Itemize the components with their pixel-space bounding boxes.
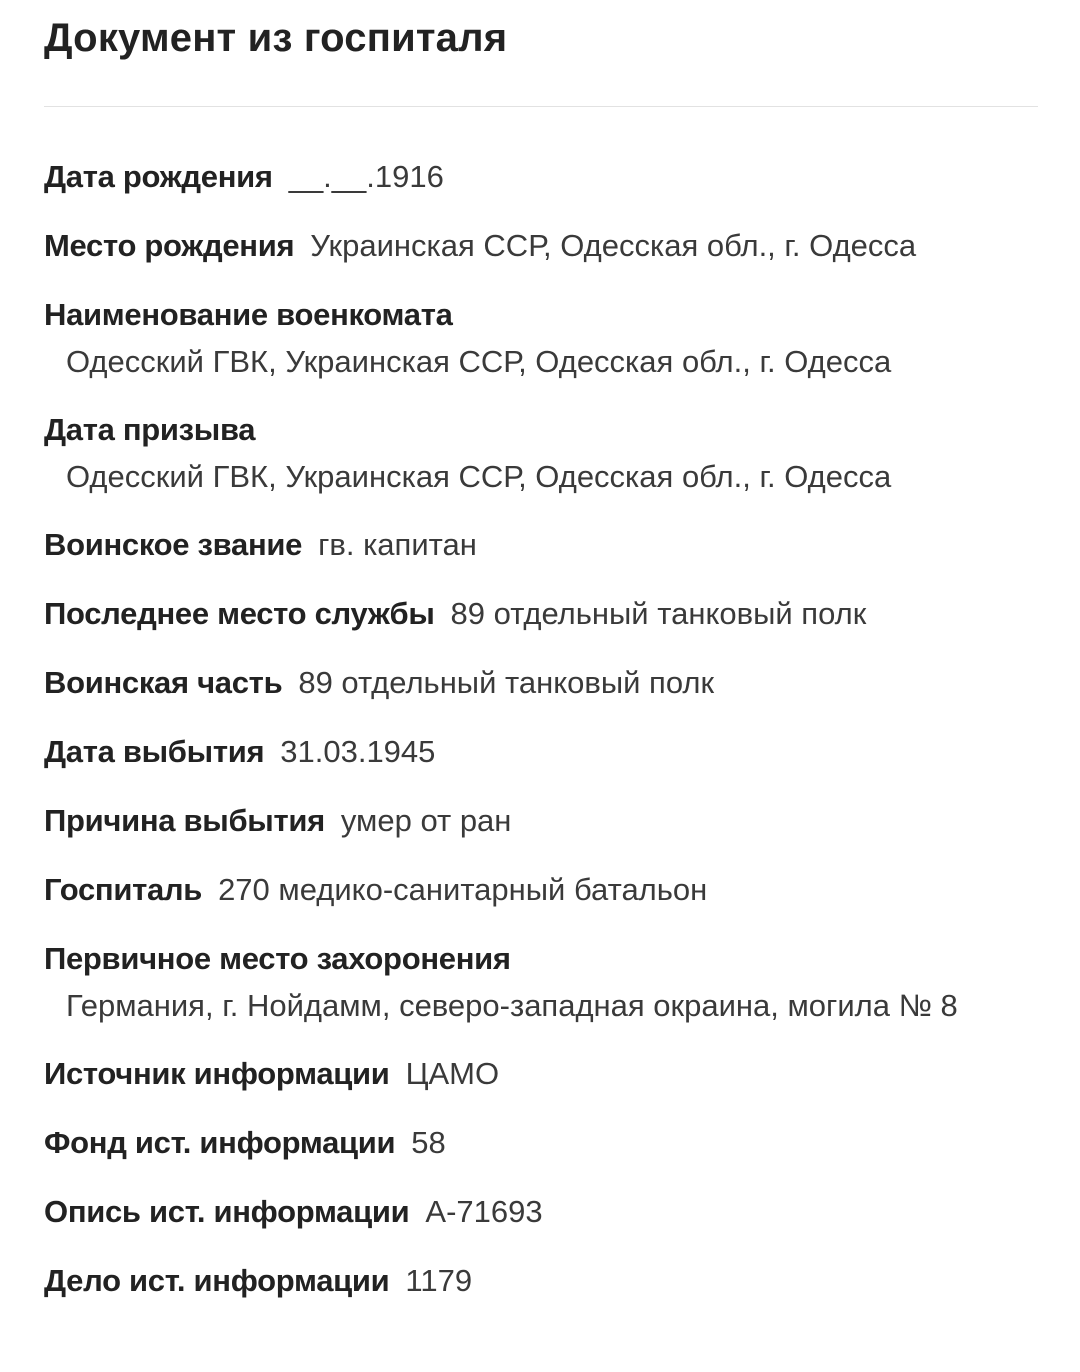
field-value: 58 (411, 1125, 446, 1160)
divider (44, 106, 1038, 107)
field-label: Воинская часть (44, 665, 283, 700)
field-label: Дата выбытия (44, 734, 265, 769)
field-value: Германия, г. Нойдамм, северо-западная окраина, могила № 8 (66, 988, 958, 1023)
field-value: ЦАМО (405, 1056, 500, 1091)
field-primary-burial-place (44, 930, 1038, 1034)
field-last-service-place (44, 585, 1038, 643)
field-value: 31.03.1945 (280, 734, 436, 769)
field-military-office (44, 286, 1038, 390)
field-label: Дело ист. информации (44, 1263, 390, 1298)
field-label: Воинское звание (44, 527, 303, 562)
field-label: Наименование военкомата (44, 297, 453, 332)
document-card (44, 0, 1038, 1298)
field-birth-date (44, 148, 1038, 206)
field-conscription-date (44, 401, 1038, 505)
field-value: 270 медико-санитарный батальон (218, 872, 708, 907)
field-value: А-71693 (425, 1194, 543, 1229)
field-value: 89 отдельный танковый полк (298, 665, 715, 700)
page-title: Документ из госпиталя (44, 16, 508, 60)
field-label: Опись ист. информации (44, 1194, 410, 1229)
field-value: Украинская ССР, Одесская обл., г. Одесса (310, 228, 917, 263)
field-departure-date (44, 723, 1038, 781)
field-info-inventory (44, 1183, 1038, 1241)
field-value: __.__.1916 (288, 159, 444, 194)
field-birth-place (44, 217, 1038, 275)
field-military-unit (44, 654, 1038, 712)
field-label: Дата рождения (44, 159, 273, 194)
field-label: Госпиталь (44, 872, 203, 907)
field-label: Первичное место захоронения (44, 941, 511, 976)
field-info-fund (44, 1114, 1038, 1172)
field-info-source (44, 1045, 1038, 1103)
field-label: Фонд ист. информации (44, 1125, 396, 1160)
field-label: Дата призыва (44, 412, 256, 447)
field-value: 89 отдельный танковый полк (450, 596, 867, 631)
field-info-case (44, 1252, 1038, 1310)
field-hospital (44, 861, 1038, 919)
field-value: умер от ран (340, 803, 512, 838)
field-value: гв. капитан (318, 527, 477, 562)
field-label: Причина выбытия (44, 803, 325, 838)
field-label: Источник информации (44, 1056, 390, 1091)
field-label: Место рождения (44, 228, 295, 263)
field-value: Одесский ГВК, Украинская ССР, Одесская обл., г. Одесса (66, 459, 892, 494)
field-value: Одесский ГВК, Украинская ССР, Одесская обл., г. Одесса (66, 344, 892, 379)
field-value: 1179 (405, 1263, 473, 1298)
field-list (44, 148, 1038, 1321)
field-military-rank (44, 516, 1038, 574)
field-departure-reason (44, 792, 1038, 850)
field-label: Последнее место службы (44, 596, 435, 631)
